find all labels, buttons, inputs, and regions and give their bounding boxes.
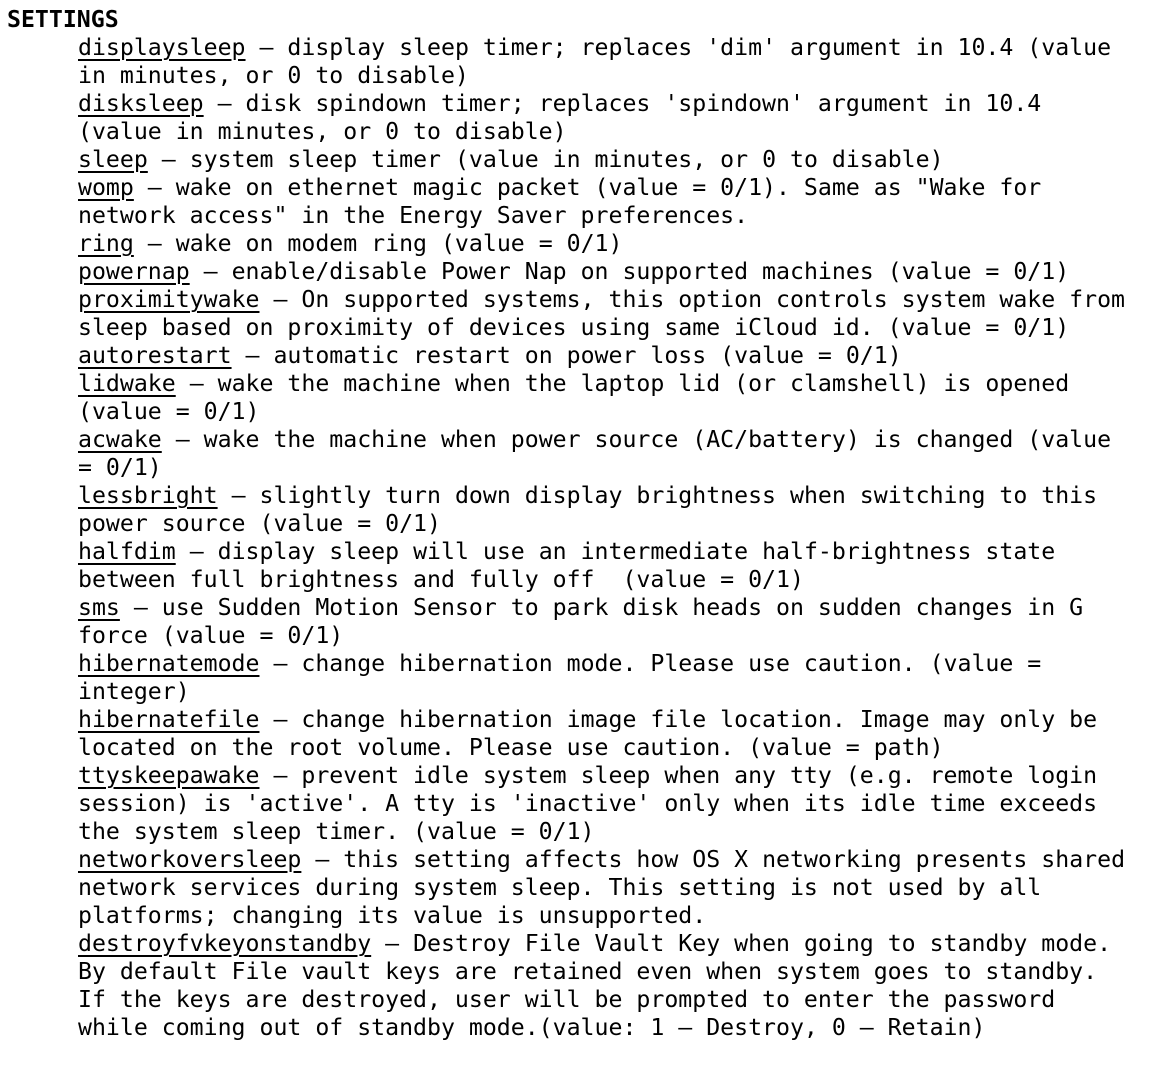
setting-name: hibernatemode (78, 650, 260, 677)
setting-entry-continuation (78, 566, 1153, 594)
setting-entry-continuation (78, 314, 1153, 342)
dash-separator: – (133, 230, 176, 257)
setting-description: platforms; changing its value is unsupported. (78, 902, 707, 929)
setting-description: (value in minutes, or 0 to disable) (78, 118, 567, 145)
setting-entry-continuation (78, 958, 1153, 986)
dash-separator: – (371, 930, 414, 957)
setting-description: use Sudden Motion Sensor to park disk heads on sudden changes in G (161, 594, 1084, 621)
setting-description: display sleep will use an intermediate half-brightness state (217, 538, 1056, 565)
dash-separator: – (189, 258, 232, 285)
setting-description: network services during system sleep. This setting is not used by all (78, 874, 1042, 901)
setting-description: sleep based on proximity of devices using same iCloud id. (value = 0/1) (78, 314, 1070, 341)
setting-entry-proximitywake (78, 286, 1153, 314)
setting-entry-continuation (78, 902, 1153, 930)
dash-separator: – (259, 286, 302, 313)
setting-description: the system sleep timer. (value = 0/1) (78, 818, 595, 845)
setting-description: slightly turn down display brightness when switching to this (259, 482, 1098, 509)
setting-entry-continuation (78, 1014, 1153, 1042)
setting-entry-continuation (78, 118, 1153, 146)
setting-entry-continuation (78, 678, 1153, 706)
dash-separator: – (259, 706, 302, 733)
setting-description: while coming out of standby mode.(value: 1 – Destroy, 0 – Retain) (78, 1014, 986, 1041)
setting-entry-autorestart (78, 342, 1153, 370)
setting-entry-continuation (78, 454, 1153, 482)
setting-description: By default File vault keys are retained even when system goes to standby. (78, 958, 1098, 985)
setting-description: network access" in the Energy Saver preferences. (78, 202, 749, 229)
setting-description: If the keys are destroyed, user will be prompted to enter the password (78, 986, 1056, 1013)
setting-description: force (value = 0/1) (78, 622, 344, 649)
dash-separator: – (119, 594, 162, 621)
setting-entry-halfdim (78, 538, 1153, 566)
setting-description: change hibernation image file location. Image may only be (301, 706, 1098, 733)
setting-entry-womp (78, 174, 1153, 202)
setting-description: wake the machine when power source (AC/battery) is changed (value (203, 426, 1112, 453)
setting-entry-continuation (78, 986, 1153, 1014)
setting-name: ring (78, 230, 134, 257)
setting-name: lidwake (78, 370, 176, 397)
dash-separator: – (133, 174, 176, 201)
setting-description: disk spindown timer; replaces 'spindown' argument in 10.4 (245, 90, 1042, 117)
setting-name: proximitywake (78, 286, 260, 313)
setting-name: lessbright (78, 482, 218, 509)
setting-entry-ttyskeepawake (78, 762, 1153, 790)
dash-separator: – (217, 482, 260, 509)
setting-name: displaysleep (78, 34, 246, 61)
setting-description: wake the machine when the laptop lid (or clamshell) is opened (217, 370, 1070, 397)
setting-entry-networkoversleep (78, 846, 1153, 874)
setting-description: power source (value = 0/1) (78, 510, 441, 537)
setting-entry-continuation (78, 398, 1153, 426)
setting-description: session) is 'active'. A tty is 'inactive' only when its idle time exceeds (78, 790, 1098, 817)
setting-description: this setting affects how OS X networking presents shared (343, 846, 1126, 873)
dash-separator: – (175, 370, 218, 397)
setting-description: wake on modem ring (value = 0/1) (175, 230, 623, 257)
setting-description: between full brightness and fully off (value = 0/1) (78, 566, 804, 593)
setting-entry-destroyfvkeyonstandby (78, 930, 1153, 958)
settings-list (7, 34, 1153, 1042)
setting-name: disksleep (78, 90, 204, 117)
dash-separator: – (259, 762, 302, 789)
setting-entry-continuation (78, 874, 1153, 902)
setting-description: Destroy File Vault Key when going to standby mode. (413, 930, 1112, 957)
dash-separator: – (301, 846, 344, 873)
setting-entry-displaysleep (78, 34, 1153, 62)
setting-name: sms (78, 594, 120, 621)
setting-entry-acwake (78, 426, 1153, 454)
setting-entry-continuation (78, 818, 1153, 846)
setting-entry-ring (78, 230, 1153, 258)
setting-description: (value = 0/1) (78, 398, 260, 425)
setting-description: automatic restart on power loss (value = 0/1) (273, 342, 902, 369)
setting-description: wake on ethernet magic packet (value = 0/1). Same as "Wake for (175, 174, 1042, 201)
setting-description: system sleep timer (value in minutes, or 0 to disable) (189, 146, 944, 173)
setting-name: halfdim (78, 538, 176, 565)
setting-entry-continuation (78, 734, 1153, 762)
setting-name: autorestart (78, 342, 232, 369)
setting-description: display sleep timer; replaces 'dim' argument in 10.4 (value (287, 34, 1112, 61)
setting-entry-continuation (78, 202, 1153, 230)
setting-name: acwake (78, 426, 162, 453)
setting-description: On supported systems, this option controls system wake from (301, 286, 1126, 313)
setting-entry-lidwake (78, 370, 1153, 398)
dash-separator: – (161, 426, 204, 453)
dash-separator: – (245, 34, 288, 61)
dash-separator: – (203, 90, 246, 117)
setting-description: integer) (78, 678, 190, 705)
setting-description: prevent idle system sleep when any tty (e.g. remote login (301, 762, 1098, 789)
setting-entry-powernap (78, 258, 1153, 286)
setting-description: in minutes, or 0 to disable) (78, 62, 469, 89)
setting-description: enable/disable Power Nap on supported machines (value = 0/1) (231, 258, 1070, 285)
setting-entry-continuation (78, 510, 1153, 538)
setting-entry-lessbright (78, 482, 1153, 510)
dash-separator: – (147, 146, 190, 173)
setting-entry-sms (78, 594, 1153, 622)
setting-description: located on the root volume. Please use caution. (value = path) (78, 734, 944, 761)
setting-name: sleep (78, 146, 148, 173)
setting-name: ttyskeepawake (78, 762, 260, 789)
setting-name: networkoversleep (78, 846, 302, 873)
dash-separator: – (175, 538, 218, 565)
section-heading: SETTINGS (7, 6, 119, 33)
setting-entry-hibernatemode (78, 650, 1153, 678)
setting-description: = 0/1) (78, 454, 162, 481)
setting-description: change hibernation mode. Please use caution. (value = (301, 650, 1042, 677)
setting-entry-sleep (78, 146, 1153, 174)
setting-entry-continuation (78, 62, 1153, 90)
dash-separator: – (231, 342, 274, 369)
dash-separator: – (259, 650, 302, 677)
setting-name: destroyfvkeyonstandby (78, 930, 372, 957)
setting-entry-hibernatefile (78, 706, 1153, 734)
setting-entry-disksleep (78, 90, 1153, 118)
setting-entry-continuation (78, 790, 1153, 818)
setting-name: womp (78, 174, 134, 201)
setting-name: hibernatefile (78, 706, 260, 733)
setting-entry-continuation (78, 622, 1153, 650)
setting-name: powernap (78, 258, 190, 285)
